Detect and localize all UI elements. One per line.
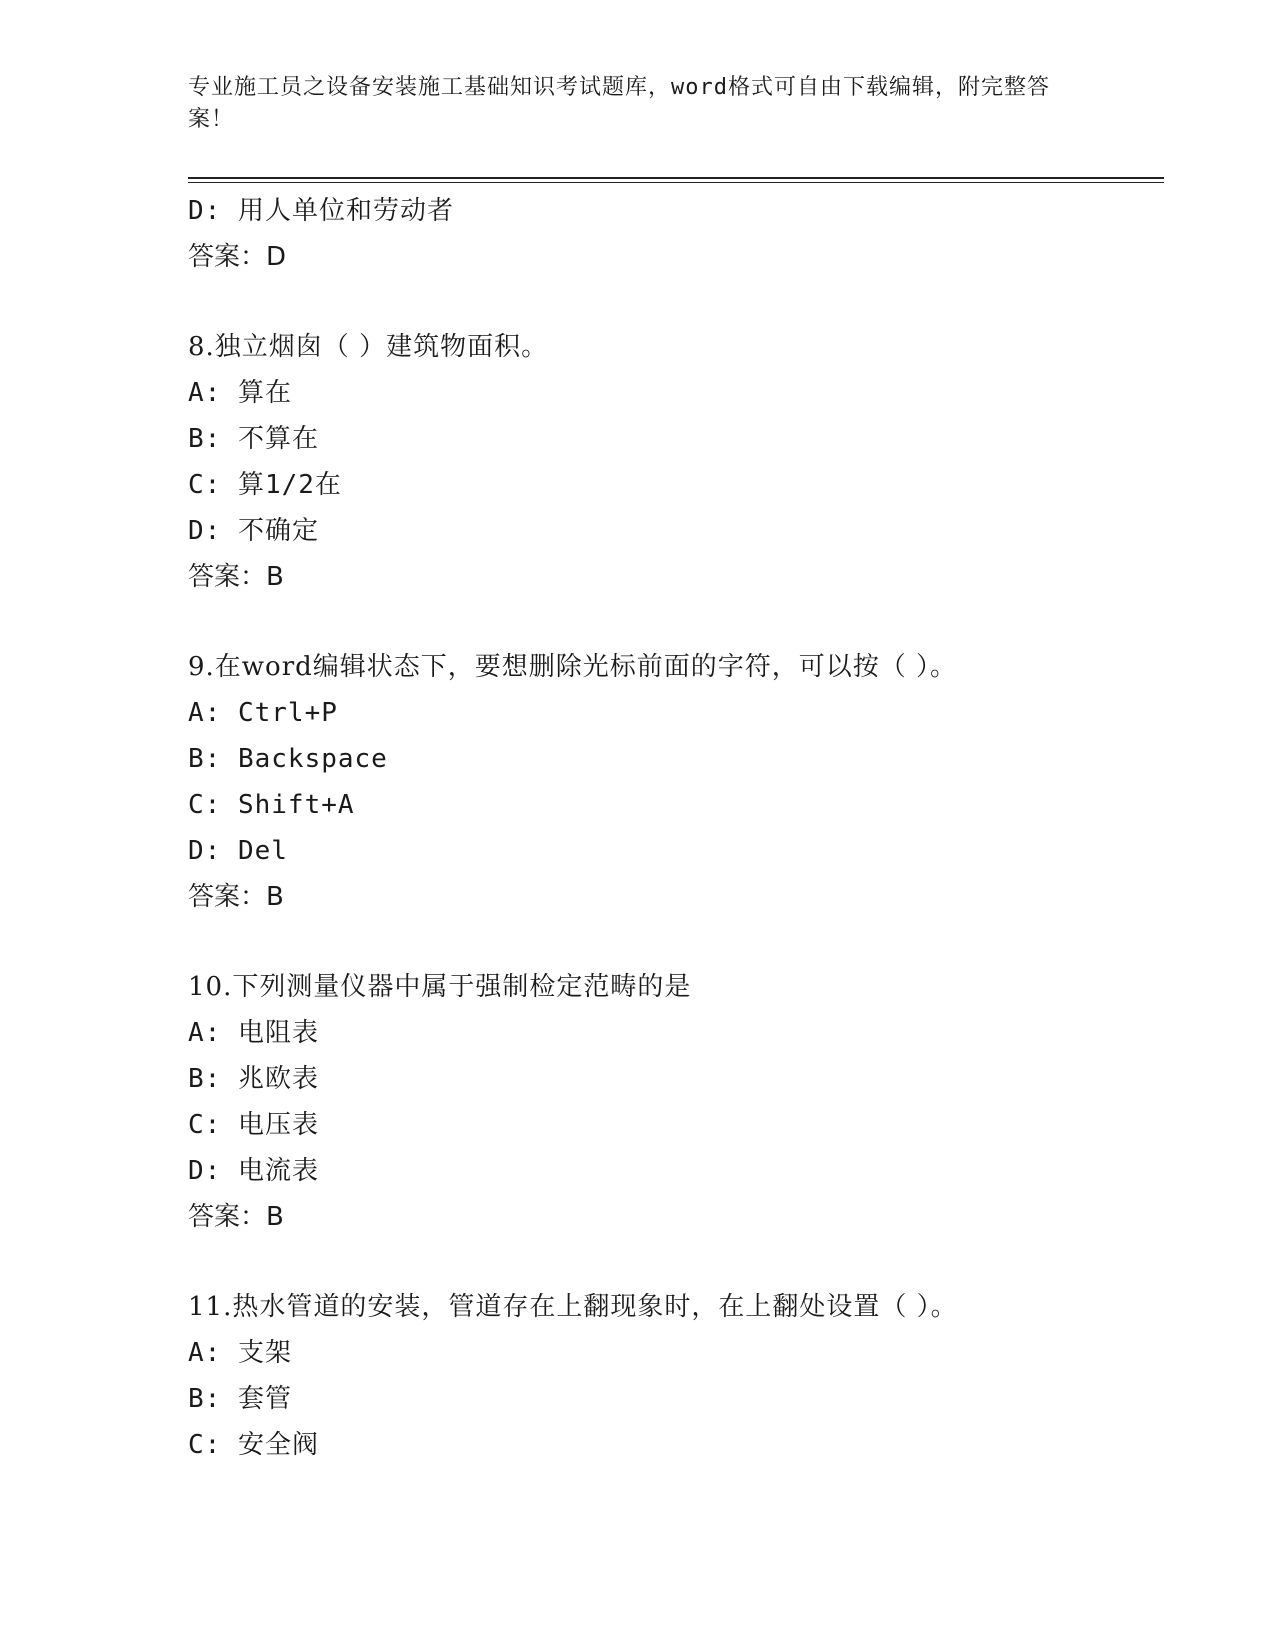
question-stem: 9.在word编辑状态下，要想删除光标前面的字符，可以按（ ）。 [188, 652, 958, 682]
option-d: D: Del [188, 836, 288, 866]
question-stem: 11.热水管道的安装，管道存在上翻现象时，在上翻处设置（ ）。 [188, 1292, 958, 1322]
question-block-8 [188, 324, 1164, 600]
question-block-10 [188, 964, 1164, 1240]
answer-line: 答案：B [188, 882, 284, 912]
option-d-continued: D: 用人单位和劳动者 [188, 196, 454, 226]
option-d: D: 电流表 [188, 1156, 319, 1186]
answer-line: 答案：B [188, 562, 284, 592]
header-divider-thin [188, 182, 1164, 183]
option-b: B: 兆欧表 [188, 1064, 319, 1094]
option-b: B: 套管 [188, 1384, 292, 1414]
document-body [188, 188, 1164, 1468]
option-a: A: 电阻表 [188, 1018, 319, 1048]
option-c: C: 电压表 [188, 1110, 319, 1140]
option-d: D: 不确定 [188, 516, 319, 546]
option-c: C: 算1/2在 [188, 470, 342, 500]
answer-line: 答案：B [188, 1202, 284, 1232]
option-a: A: 支架 [188, 1338, 292, 1368]
option-c: C: 安全阀 [188, 1430, 319, 1460]
option-b: B: Backspace [188, 744, 388, 774]
header-divider-thick [188, 177, 1164, 179]
question-block-11 [188, 1284, 1164, 1468]
question-block-9 [188, 644, 1164, 920]
option-c: C: Shift+A [188, 790, 355, 820]
option-a: A: 算在 [188, 378, 292, 408]
question-stem: 10.下列测量仪器中属于强制检定范畴的是 [188, 972, 692, 1002]
document-header: 专业施工员之设备安装施工基础知识考试题库，word格式可自由下载编辑，附完整答案！ [188, 75, 1050, 132]
option-a: A: Ctrl+P [188, 698, 338, 728]
question-stem: 8.独立烟囱（ ）建筑物面积。 [188, 332, 549, 362]
option-b: B: 不算在 [188, 424, 319, 454]
answer-line: 答案：D [188, 242, 287, 272]
